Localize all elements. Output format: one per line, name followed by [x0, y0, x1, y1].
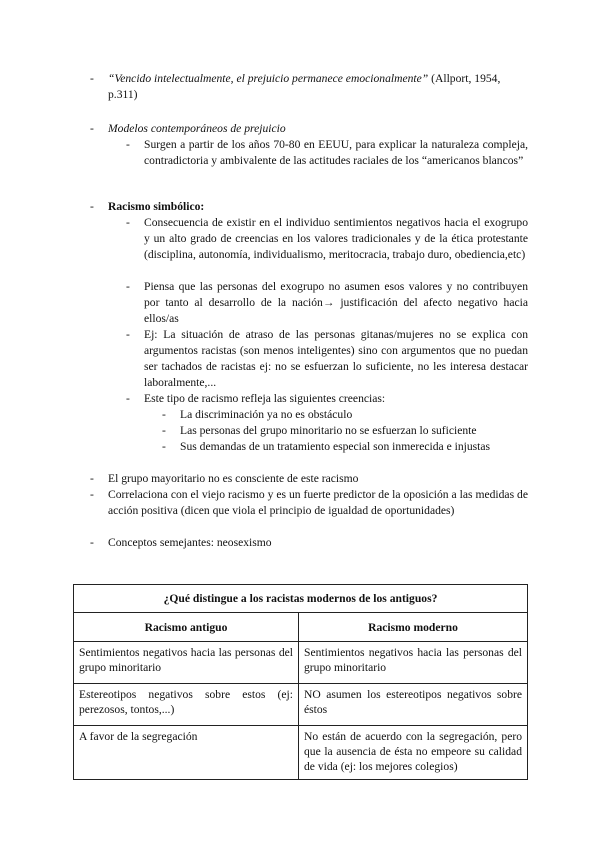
bullet-dash: -	[162, 424, 166, 437]
models-item	[126, 137, 528, 169]
belief-item	[162, 439, 528, 455]
general-item-text: Correlaciona con el viejo racismo y es un fuerte predictor de la oposición a las medidas de acción positiva (dicen que viola el principio de igualdad de oportunidades)	[108, 488, 528, 517]
models-heading-bullet	[90, 121, 528, 137]
quote-bullet	[90, 71, 528, 103]
table-row	[74, 726, 528, 780]
quote-citation: (Allport, 1954, p.311)	[108, 72, 501, 101]
column-header-old: Racismo antiguo	[74, 613, 299, 642]
symbolic-heading: Racismo simbólico:	[108, 200, 205, 213]
symbolic-item	[126, 215, 528, 263]
bullet-dash: -	[90, 72, 94, 85]
cell-old: A favor de la segregación	[74, 726, 299, 780]
column-header-new: Racismo moderno	[299, 613, 528, 642]
table-header-row	[74, 613, 528, 642]
symbolic-item	[126, 327, 528, 391]
symbolic-heading-bullet	[90, 199, 528, 215]
bullet-dash: -	[90, 536, 94, 549]
cell-new: Sentimientos negativos hacia las personas del grupo minoritario	[299, 642, 528, 684]
cell-new: No están de acuerdo con la segregación, pero que la ausencia de ésta no empeore su calidad de vida (ej: los mejores colegios)	[299, 726, 528, 780]
table-row	[74, 684, 528, 726]
comparison-table	[73, 584, 528, 780]
bullet-dash: -	[90, 488, 94, 501]
quote-paragraph	[108, 71, 528, 103]
symbolic-item-text: Piensa que las personas del exogrupo no asumen esos valores y no contribuyen por tanto al desarrollo de la nación→ justificación del afecto negativo hacia ellos/as	[144, 280, 528, 325]
table-title-row	[74, 585, 528, 613]
general-item-text: El grupo mayoritario no es consciente de este racismo	[108, 472, 359, 485]
models-item-text: Surgen a partir de los años 70-80 en EEUU, para explicar la naturaleza compleja, contradictoria y ambivalente de las actitudes raciales de los “americanos blancos”	[144, 138, 528, 167]
belief-text: Sus demandas de un tratamiento especial son inmerecida e injustas	[180, 440, 491, 453]
quote-text: “Vencido intelectualmente, el prejuicio permanece emocionalmente”	[108, 72, 429, 85]
cell-new: NO asumen los estereotipos negativos sobre éstos	[299, 684, 528, 726]
bullet-dash: -	[126, 138, 130, 151]
bullet-dash: -	[90, 472, 94, 485]
bullet-dash: -	[90, 122, 94, 135]
bullet-dash: -	[126, 280, 130, 293]
cell-old: Estereotipos negativos sobre estos (ej: perezosos, tontos,...)	[74, 684, 299, 726]
general-item-text: Conceptos semejantes: neosexismo	[108, 536, 272, 549]
belief-text: La discriminación ya no es obstáculo	[180, 408, 353, 421]
bullet-dash: -	[126, 328, 130, 341]
table-title: ¿Qué distingue a los racistas modernos de los antiguos?	[74, 585, 528, 613]
bullet-dash: -	[90, 200, 94, 213]
symbolic-item-text: Este tipo de racismo refleja las siguientes creencias:	[144, 392, 386, 405]
cell-old: Sentimientos negativos hacia las personas del grupo minoritario	[74, 642, 299, 684]
symbolic-item	[126, 279, 528, 327]
bullet-dash: -	[126, 392, 130, 405]
general-item	[90, 535, 528, 551]
general-item	[90, 487, 528, 519]
models-heading: Modelos contemporáneos de prejuicio	[108, 122, 286, 135]
symbolic-item-text: Consecuencia de existir en el individuo sentimientos negativos hacia el exogrupo y un alto grado de creencias en los valores tradicionales y de la ética protestante (disciplina, autonomía, individualismo, meritocracia, trabajo duro, obediencia,etc)	[144, 216, 528, 261]
belief-text: Las personas del grupo minoritario no se esfuerzan lo suficiente	[180, 424, 477, 437]
bullet-dash: -	[162, 408, 166, 421]
belief-item	[162, 423, 528, 439]
symbolic-item	[126, 391, 528, 407]
symbolic-item-text: Ej: La situación de atraso de las personas gitanas/mujeres no se explica con argumentos racistas (son menos inteligentes) sino con argumentos que no puedan ser tachados de racistas ej: no se esfuerzan lo suficiente, no les interesa destacar laboralmente,...	[144, 328, 528, 389]
bullet-dash: -	[162, 440, 166, 453]
table-row	[74, 642, 528, 684]
bullet-dash: -	[126, 216, 130, 229]
belief-item	[162, 407, 528, 423]
general-item	[90, 471, 528, 487]
